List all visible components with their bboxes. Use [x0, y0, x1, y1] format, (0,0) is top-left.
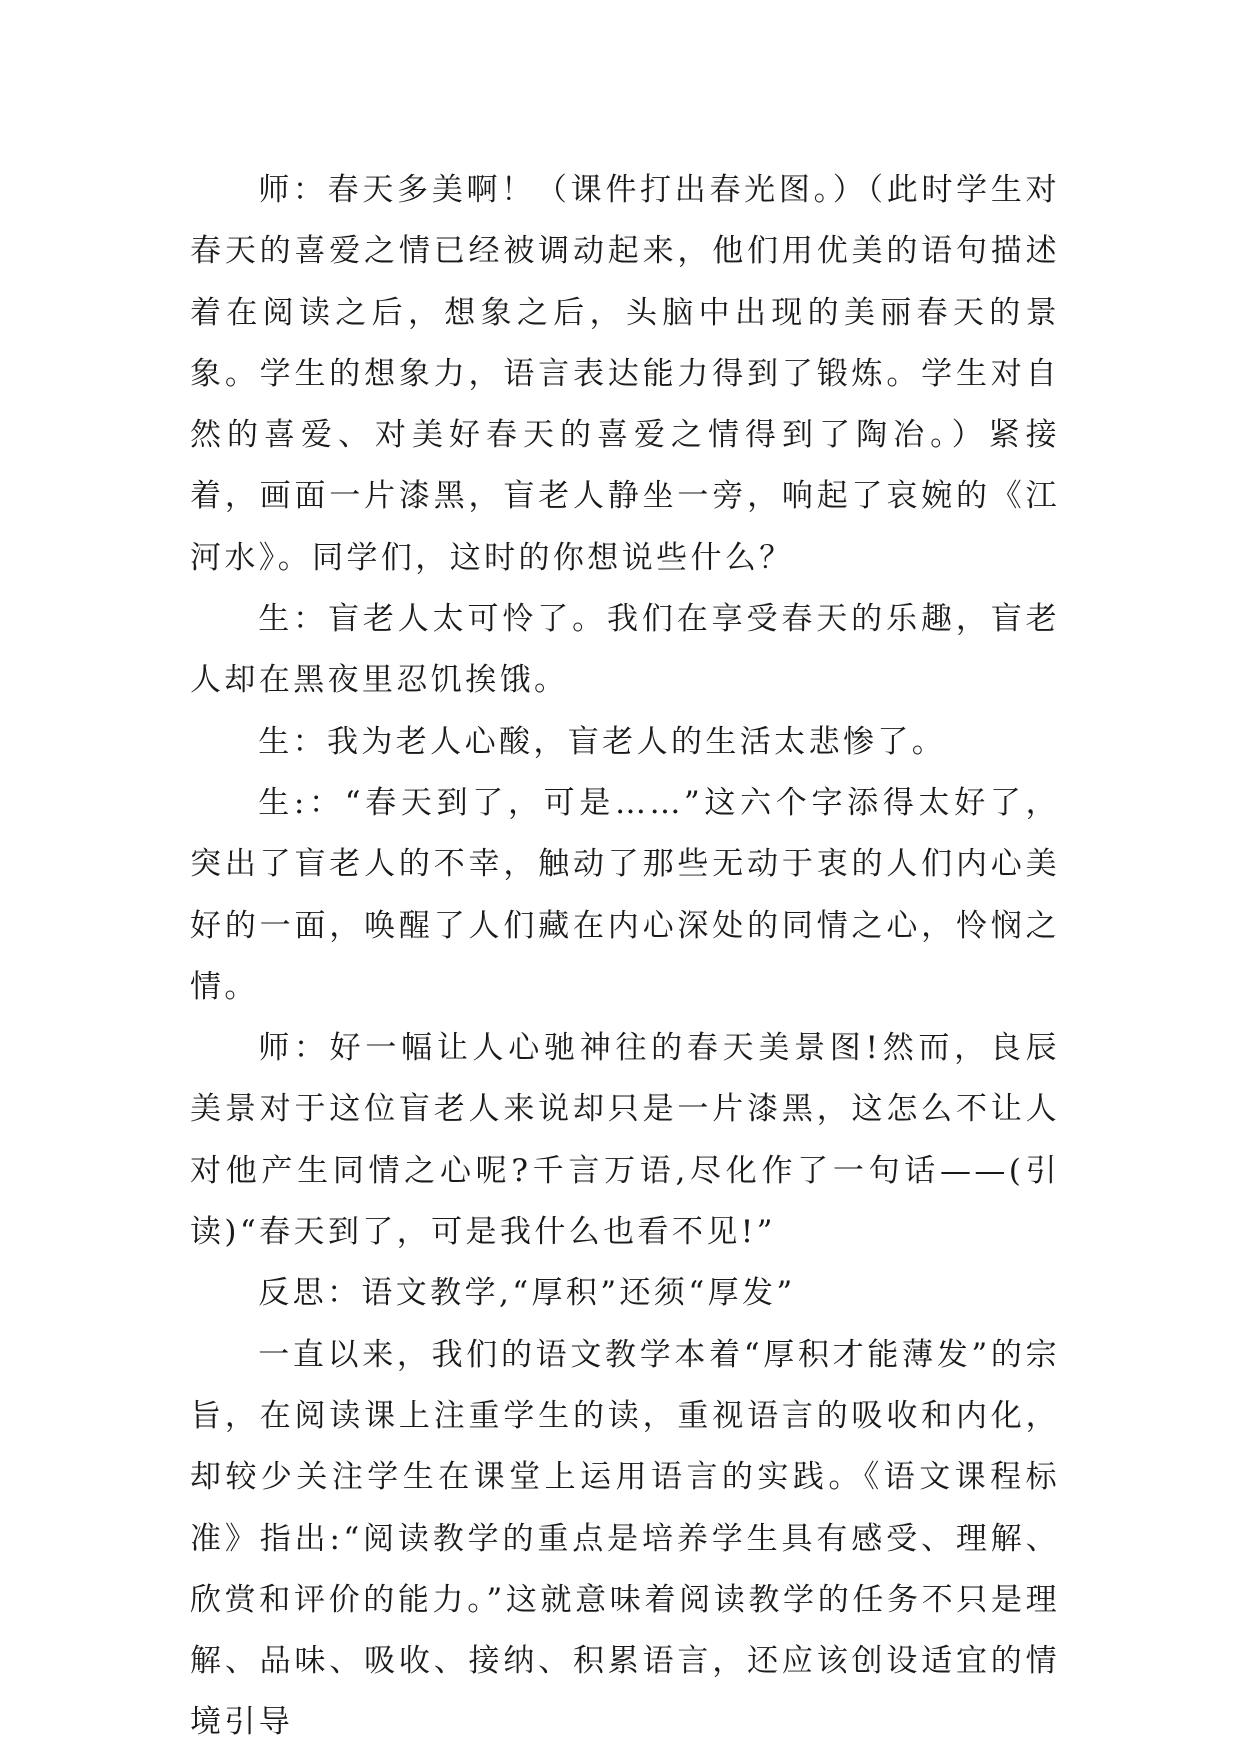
paragraph-reflection-heading: 反思：语文教学,“厚积”还须“厚发”: [258, 1275, 796, 1312]
paragraph-student-sad: 生：我为老人心酸，盲老人的生活太悲惨了。: [258, 723, 947, 760]
paragraph-student-pity: 生：盲老人太可怜了。我们在享受春天的乐趣，盲老人却在黑夜里忍饥挨饿。: [190, 601, 1060, 699]
paragraph-reflection-body: 一直以来，我们的语文教学本着“厚积才能薄发”的宗旨，在阅读课上注重学生的读，重视语言的吸收和内化，却较少关注学生在课堂上运用语言的实践。《语文课程标准》指出:“阅读教学的重点是培养学生具有感受、理解、欣赏和评价的能力。”这就意味着阅读教学的任务不只是理解、品味、吸收、接纳、积累语言，还应该创设适宜的情境引导: [190, 1336, 1060, 1741]
paragraph-student-words: 生:：“春天到了，可是……”这六个字添得太好了，突出了盲老人的不幸，触动了那些无动于衷的人们内心美好的一面，唤醒了人们藏在内心深处的同情之心，怜悯之情。: [190, 784, 1060, 1005]
document-body: [190, 160, 1060, 1754]
paragraph-teacher-spring: 师：春天多美啊！（课件打出春光图。）（此时学生对春天的喜爱之情已经被调动起来，他们用优美的语句描述着在阅读之后，想象之后，头脑中出现的美丽春天的景象。学生的想象力，语言表达能力得到了锻炼。学生对自然的喜爱、对美好春天的喜爱之情得到了陶冶。）紧接着，画面一片漆黑，盲老人静坐一旁，响起了哀婉的《江河水》。同学们，这时的你想说些什么？: [190, 172, 1060, 576]
paragraph-teacher-guided-reading: 师：好一幅让人心驰神往的春天美景图!然而，良辰美景对于这位盲老人来说却只是一片漆黑，这怎么不让人对他产生同情之心呢?千言万语,尽化作了一句话——(引读)“春天到了，可是我什么也看不见!”: [190, 1030, 1060, 1251]
